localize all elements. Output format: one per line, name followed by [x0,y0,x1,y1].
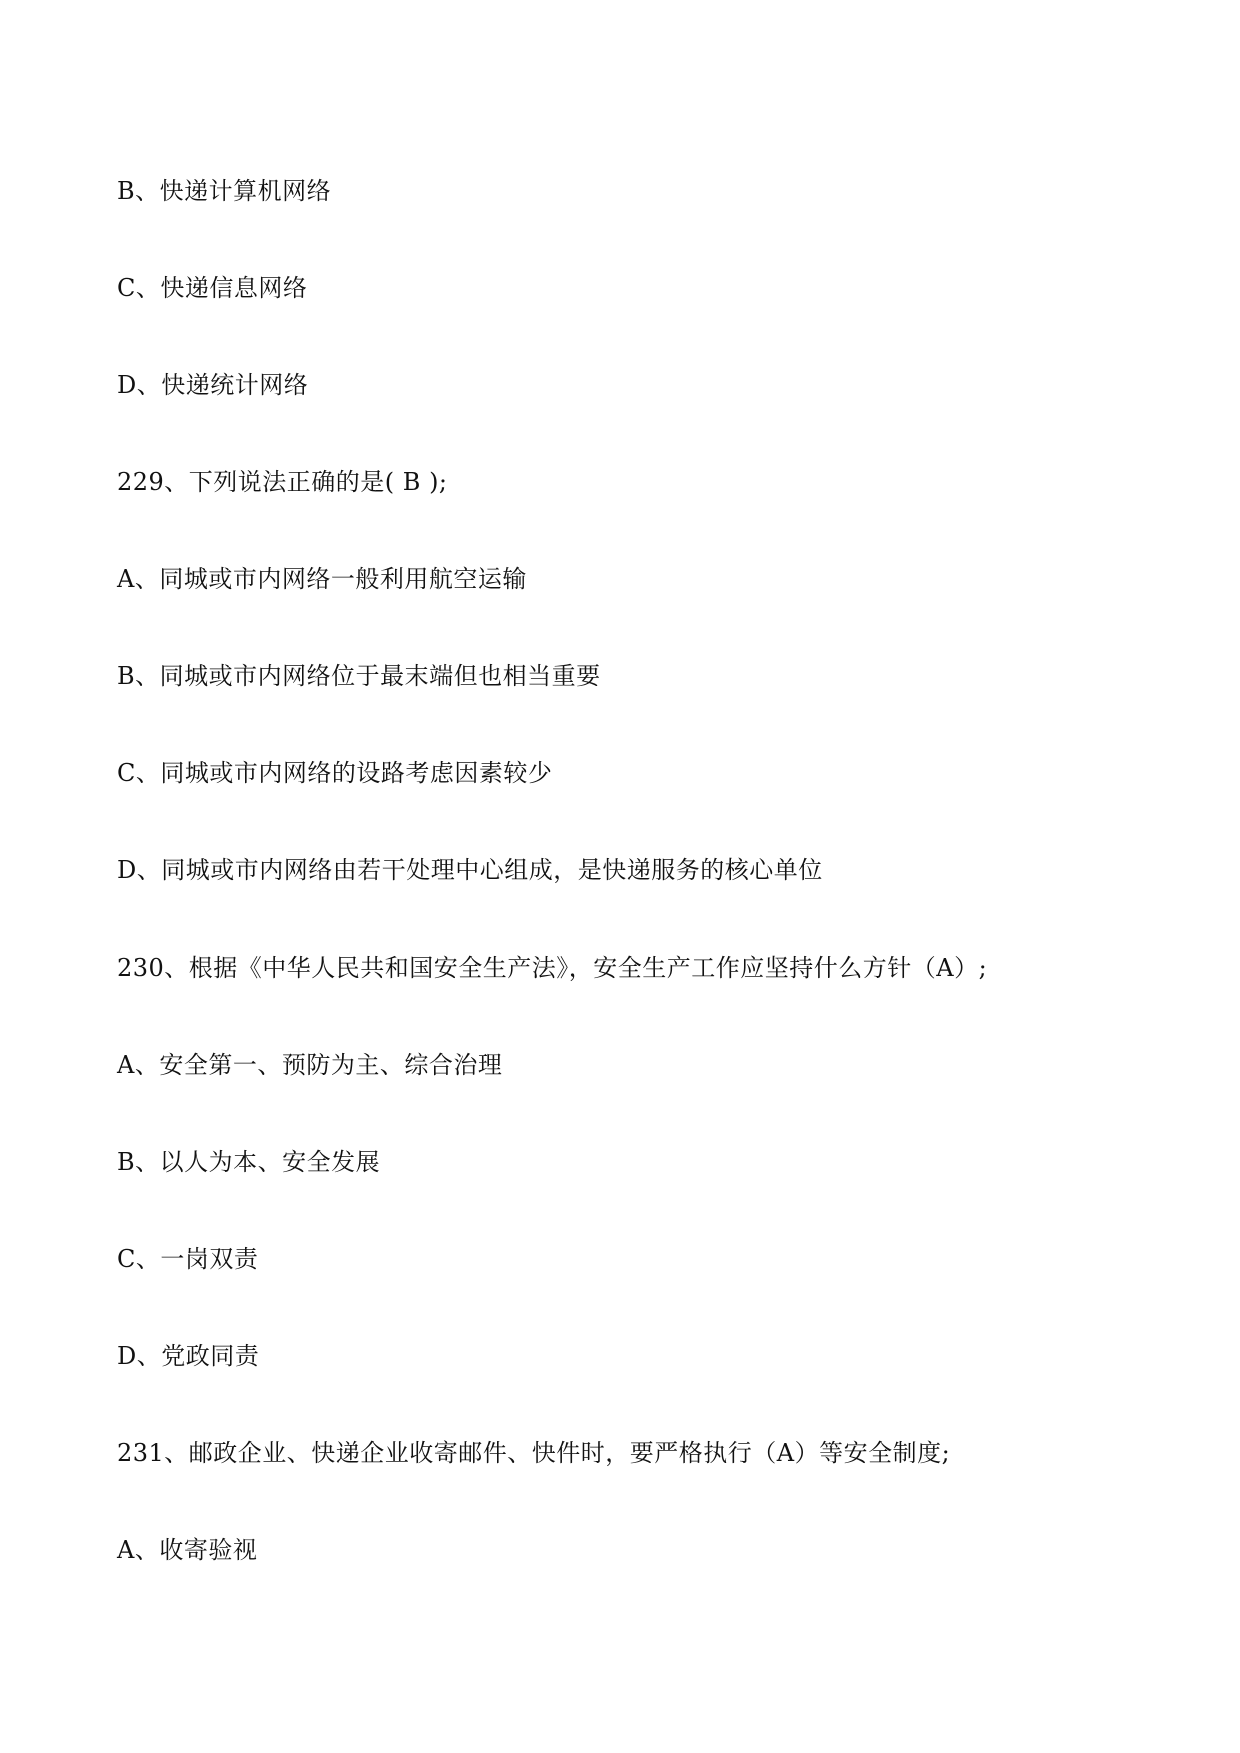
option-line: D、同城或市内网络由若干处理中心组成，是快递服务的核心单位 [117,856,823,884]
option-line: D、党政同责 [117,1342,260,1370]
option-line: B、以人为本、安全发展 [117,1148,381,1176]
option-line: C、快递信息网络 [117,274,308,302]
option-line: B、快递计算机网络 [117,177,332,205]
question-line: 229、下列说法正确的是( B ); [117,468,448,496]
question-line: 231、邮政企业、快递企业收寄邮件、快件时，要严格执行（A）等安全制度; [117,1439,951,1467]
option-line: A、安全第一、预防为主、综合治理 [117,1051,503,1079]
option-line: C、同城或市内网络的设路考虑因素较少 [117,759,553,787]
option-line: C、一岗双责 [117,1245,259,1273]
option-line: A、收寄验视 [117,1536,258,1564]
option-line: A、同城或市内网络一般利用航空运输 [117,565,527,593]
question-line: 230、根据《中华人民共和国安全生产法》，安全生产工作应坚持什么方针（A）; [117,954,988,982]
option-line: D、快递统计网络 [117,371,309,399]
option-line: B、同城或市内网络位于最末端但也相当重要 [117,662,601,690]
